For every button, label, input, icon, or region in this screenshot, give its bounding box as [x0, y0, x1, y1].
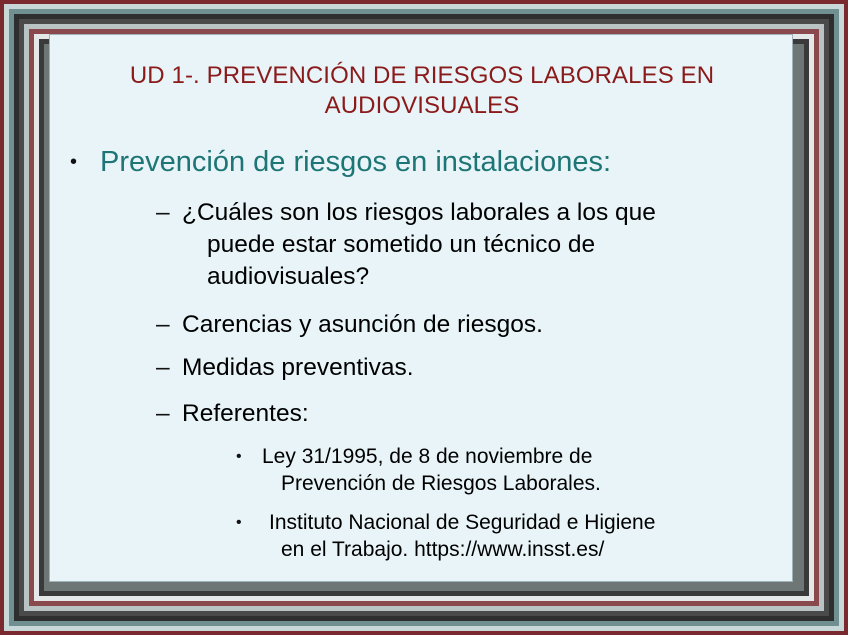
main-bullet-text: Prevención de riesgos en instalaciones: — [100, 146, 612, 178]
sub-item-text: puede estar sometido un técnico de — [207, 231, 596, 258]
reference-text: Instituto Nacional de Seguridad e Higiene — [269, 511, 656, 534]
dash-marker: – — [156, 311, 170, 338]
bullet-marker: • — [70, 151, 78, 173]
bullet-marker: • — [236, 448, 242, 465]
main-bullet — [70, 145, 611, 179]
slide-title — [50, 61, 794, 121]
sub-item-text: Medidas preventivas. — [182, 354, 414, 381]
sub-item-question — [156, 197, 656, 293]
sub-item-text: audiovisuales? — [207, 263, 370, 290]
sub-item-referentes — [156, 398, 309, 430]
sub-item-text: ¿Cuáles son los riesgos laborales a los que — [182, 199, 656, 226]
sub-item-text: Carencias y asunción de riesgos. — [182, 311, 543, 338]
reference-text: Ley 31/1995, de 8 de noviembre de — [262, 445, 593, 468]
slide-title-line: UD 1-. PREVENCIÓN DE RIESGOS LABORALES EN — [129, 62, 715, 89]
dash-marker: – — [156, 400, 170, 427]
bullet-marker: • — [236, 514, 242, 531]
slide-title-line: AUDIOVISUALES — [324, 92, 520, 119]
dash-marker: – — [156, 199, 170, 226]
reference-insst — [236, 509, 655, 563]
reference-text: Prevención de Riesgos Laborales. — [281, 472, 601, 495]
dash-marker: – — [156, 354, 170, 381]
sub-item-carencias — [156, 309, 543, 341]
reference-text: en el Trabajo. https://www.insst.es/ — [281, 538, 605, 561]
sub-item-text: Referentes: — [182, 400, 309, 427]
reference-ley — [236, 443, 601, 497]
slide — [49, 34, 793, 582]
sub-item-medidas — [156, 352, 414, 384]
